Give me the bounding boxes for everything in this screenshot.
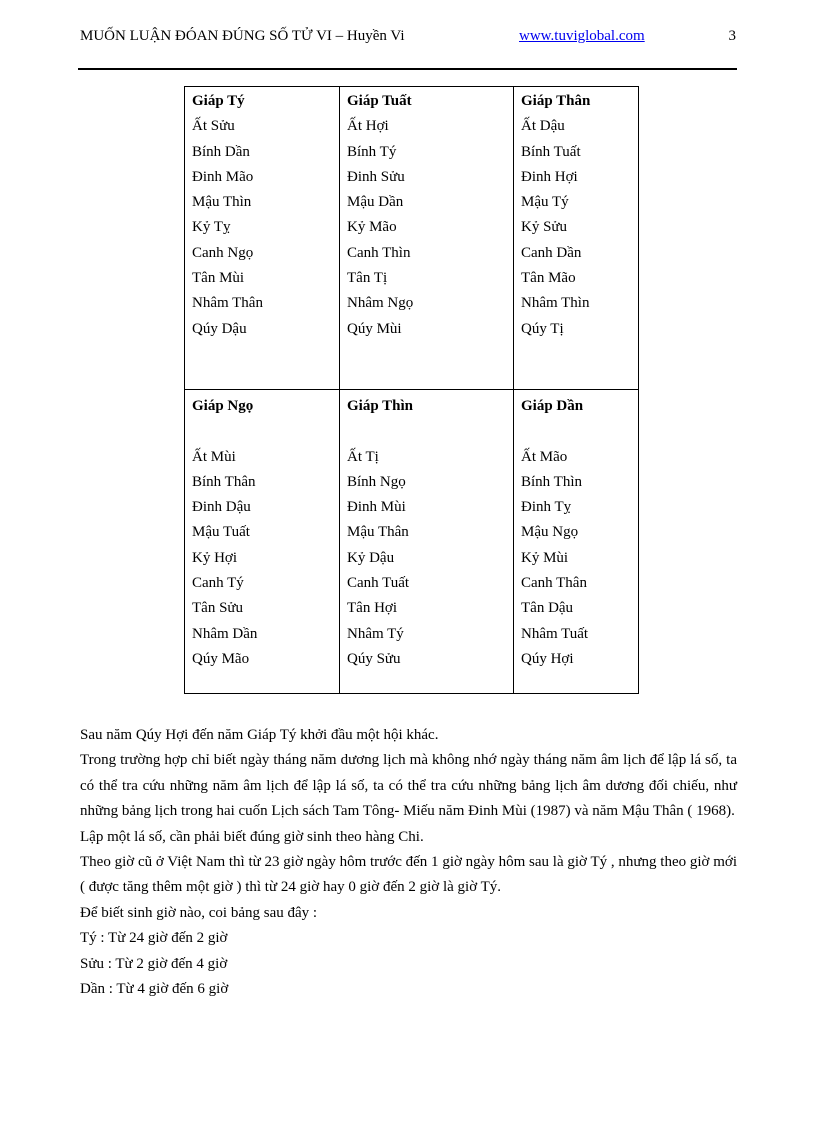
cell-entry: Qúy Sửu — [347, 650, 401, 667]
cell-entry: Mậu Dần — [347, 194, 404, 211]
cell-entry: Ất Sửu — [192, 118, 235, 135]
table-row — [185, 390, 639, 694]
cell-entry: Bính Ngọ — [347, 473, 406, 490]
cell-entry: Tân Tị — [347, 270, 388, 287]
cell-entry: Đinh Sửu — [347, 168, 405, 185]
table-cell — [340, 87, 514, 390]
paragraph: Tý : Từ 24 giờ đến 2 giờ — [80, 930, 228, 947]
cell-entry: Qúy Mùi — [347, 320, 402, 337]
cell-entry: Qúy Mão — [192, 650, 250, 667]
paragraph: Sau năm Qúy Hợi đến năm Giáp Tý khởi đầu một hội khác. — [80, 727, 439, 743]
paragraph: Theo giờ cũ ở Việt Nam thì từ 23 giờ ngày hôm trước đến 1 giờ ngày hôm sau là giờ Tý , nhưng theo giờ mới ( được tăng thêm một giờ ) thì từ 24 giờ hay 0 giờ đến 2 giờ là giờ Tý. — [80, 854, 737, 896]
body-text — [80, 723, 737, 1002]
cell-entry: Kỷ Mùi — [521, 549, 569, 566]
cell-entry: Ất Tị — [347, 448, 379, 465]
cell-entry: Bính Tuất — [521, 143, 581, 160]
cell-entry: Kỷ Hợi — [192, 549, 238, 566]
cell-heading: Giáp Ngọ — [192, 398, 254, 414]
cell-entry: Đinh Mùi — [347, 499, 406, 516]
cell-entry: Canh Tuất — [347, 575, 410, 592]
document-title: MUỐN LUẬN ĐÓAN ĐÚNG SỐ TỬ VI – Huyền Vi — [80, 28, 405, 44]
cell-entry: Đinh Mão — [192, 168, 254, 185]
cell-heading: Giáp Tuất — [347, 93, 412, 109]
cell-entry: Canh Thìn — [347, 244, 411, 261]
website-link[interactable]: www.tuviglobal.com — [519, 28, 645, 44]
cell-entry: Kỷ Sửu — [521, 219, 568, 236]
cell-entry: Đinh Tỵ — [521, 499, 572, 516]
page-number: 3 — [728, 28, 736, 44]
cell-entry: Ất Dậu — [521, 118, 565, 135]
cell-entry: Qúy Dậu — [192, 320, 247, 337]
cell-entry: Tân Sửu — [192, 600, 244, 617]
cell-spacer — [192, 419, 332, 444]
cell-entry: Ất Mùi — [192, 448, 236, 465]
cell-entry: Ất Mão — [521, 448, 568, 465]
header-rule — [78, 68, 737, 70]
cell-heading: Giáp Tý — [192, 93, 245, 109]
cell-entry: Tân Mão — [521, 270, 576, 287]
cell-spacer — [347, 419, 506, 444]
paragraph: Sửu : Từ 2 giờ đến 4 giờ — [80, 955, 228, 972]
cell-heading: Giáp Thân — [521, 93, 591, 109]
cell-entry: Qúy Hợi — [521, 650, 574, 667]
page-header — [80, 28, 736, 52]
cell-entry: Nhâm Tuất — [521, 625, 589, 642]
cell-entry: Canh Dần — [521, 244, 582, 261]
table-row — [185, 87, 639, 390]
cell-spacer — [521, 419, 631, 444]
table-cell — [514, 87, 639, 390]
cell-entry: Nhâm Ngọ — [347, 295, 414, 312]
cell-entry: Mậu Thìn — [192, 194, 252, 211]
cell-entry: Mậu Ngọ — [521, 524, 579, 541]
cell-entry: Bính Tý — [347, 143, 397, 160]
cell-entry: Mậu Tuất — [192, 524, 250, 541]
cell-entry: Đinh Hợi — [521, 168, 578, 185]
table-cell — [514, 390, 639, 694]
table-cell — [185, 390, 340, 694]
cell-entry: Mậu Tý — [521, 194, 569, 211]
cell-entry: Tân Mùi — [192, 270, 245, 287]
cell-heading: Giáp Thìn — [347, 398, 414, 414]
cell-entry: Mậu Thân — [347, 524, 409, 541]
cell-entry: Nhâm Thìn — [521, 295, 590, 312]
paragraph: Trong trường hợp chỉ biết ngày tháng năm dương lịch mà không nhớ ngày tháng năm âm lịch để lập lá số, ta có thể tra cứu những năm âm lịch để lập lá số, ta có thể tra cứu những bảng lịch âm dương đối chiếu, như những bảng lịch trong hai cuốn Lịch sách Tam Tông- Miếu năm Đinh Mùi (1987) và năm Mậu Thân ( 1968). — [80, 752, 737, 820]
cell-entry: Kỷ Mão — [347, 219, 397, 236]
cell-entry: Qúy Tị — [521, 320, 564, 337]
cell-entry: Tân Dậu — [521, 600, 574, 617]
cell-entry: Bính Dần — [192, 143, 250, 160]
cell-entry: Ất Hợi — [347, 118, 389, 135]
cell-entry: Canh Ngọ — [192, 244, 254, 261]
cell-entry: Kỷ Dậu — [347, 549, 395, 566]
cell-entry: Đinh Dậu — [192, 499, 251, 516]
paragraph: Lập một lá số, cần phải biết đúng giờ sinh theo hàng Chi. — [80, 828, 424, 845]
paragraph: Để biết sinh giờ nào, coi bảng sau đây : — [80, 904, 318, 921]
cell-entry: Kỷ Tỵ — [192, 219, 231, 236]
cell-entry: Nhâm Tý — [347, 625, 404, 642]
sexagenary-cycle-table — [184, 86, 639, 694]
cell-entry: Canh Thân — [521, 575, 587, 592]
cell-entry: Bính Thìn — [521, 473, 582, 490]
cell-heading: Giáp Dần — [521, 398, 584, 414]
cell-entry: Nhâm Dần — [192, 625, 258, 642]
cell-entry: Tân Hợi — [347, 600, 398, 617]
cell-entry: Bính Thân — [192, 473, 256, 490]
cell-entry: Nhâm Thân — [192, 295, 263, 312]
paragraph: Dần : Từ 4 giờ đến 6 giờ — [80, 981, 229, 998]
table-cell — [340, 390, 514, 694]
table-cell — [185, 87, 340, 390]
cell-entry: Canh Tý — [192, 575, 244, 592]
